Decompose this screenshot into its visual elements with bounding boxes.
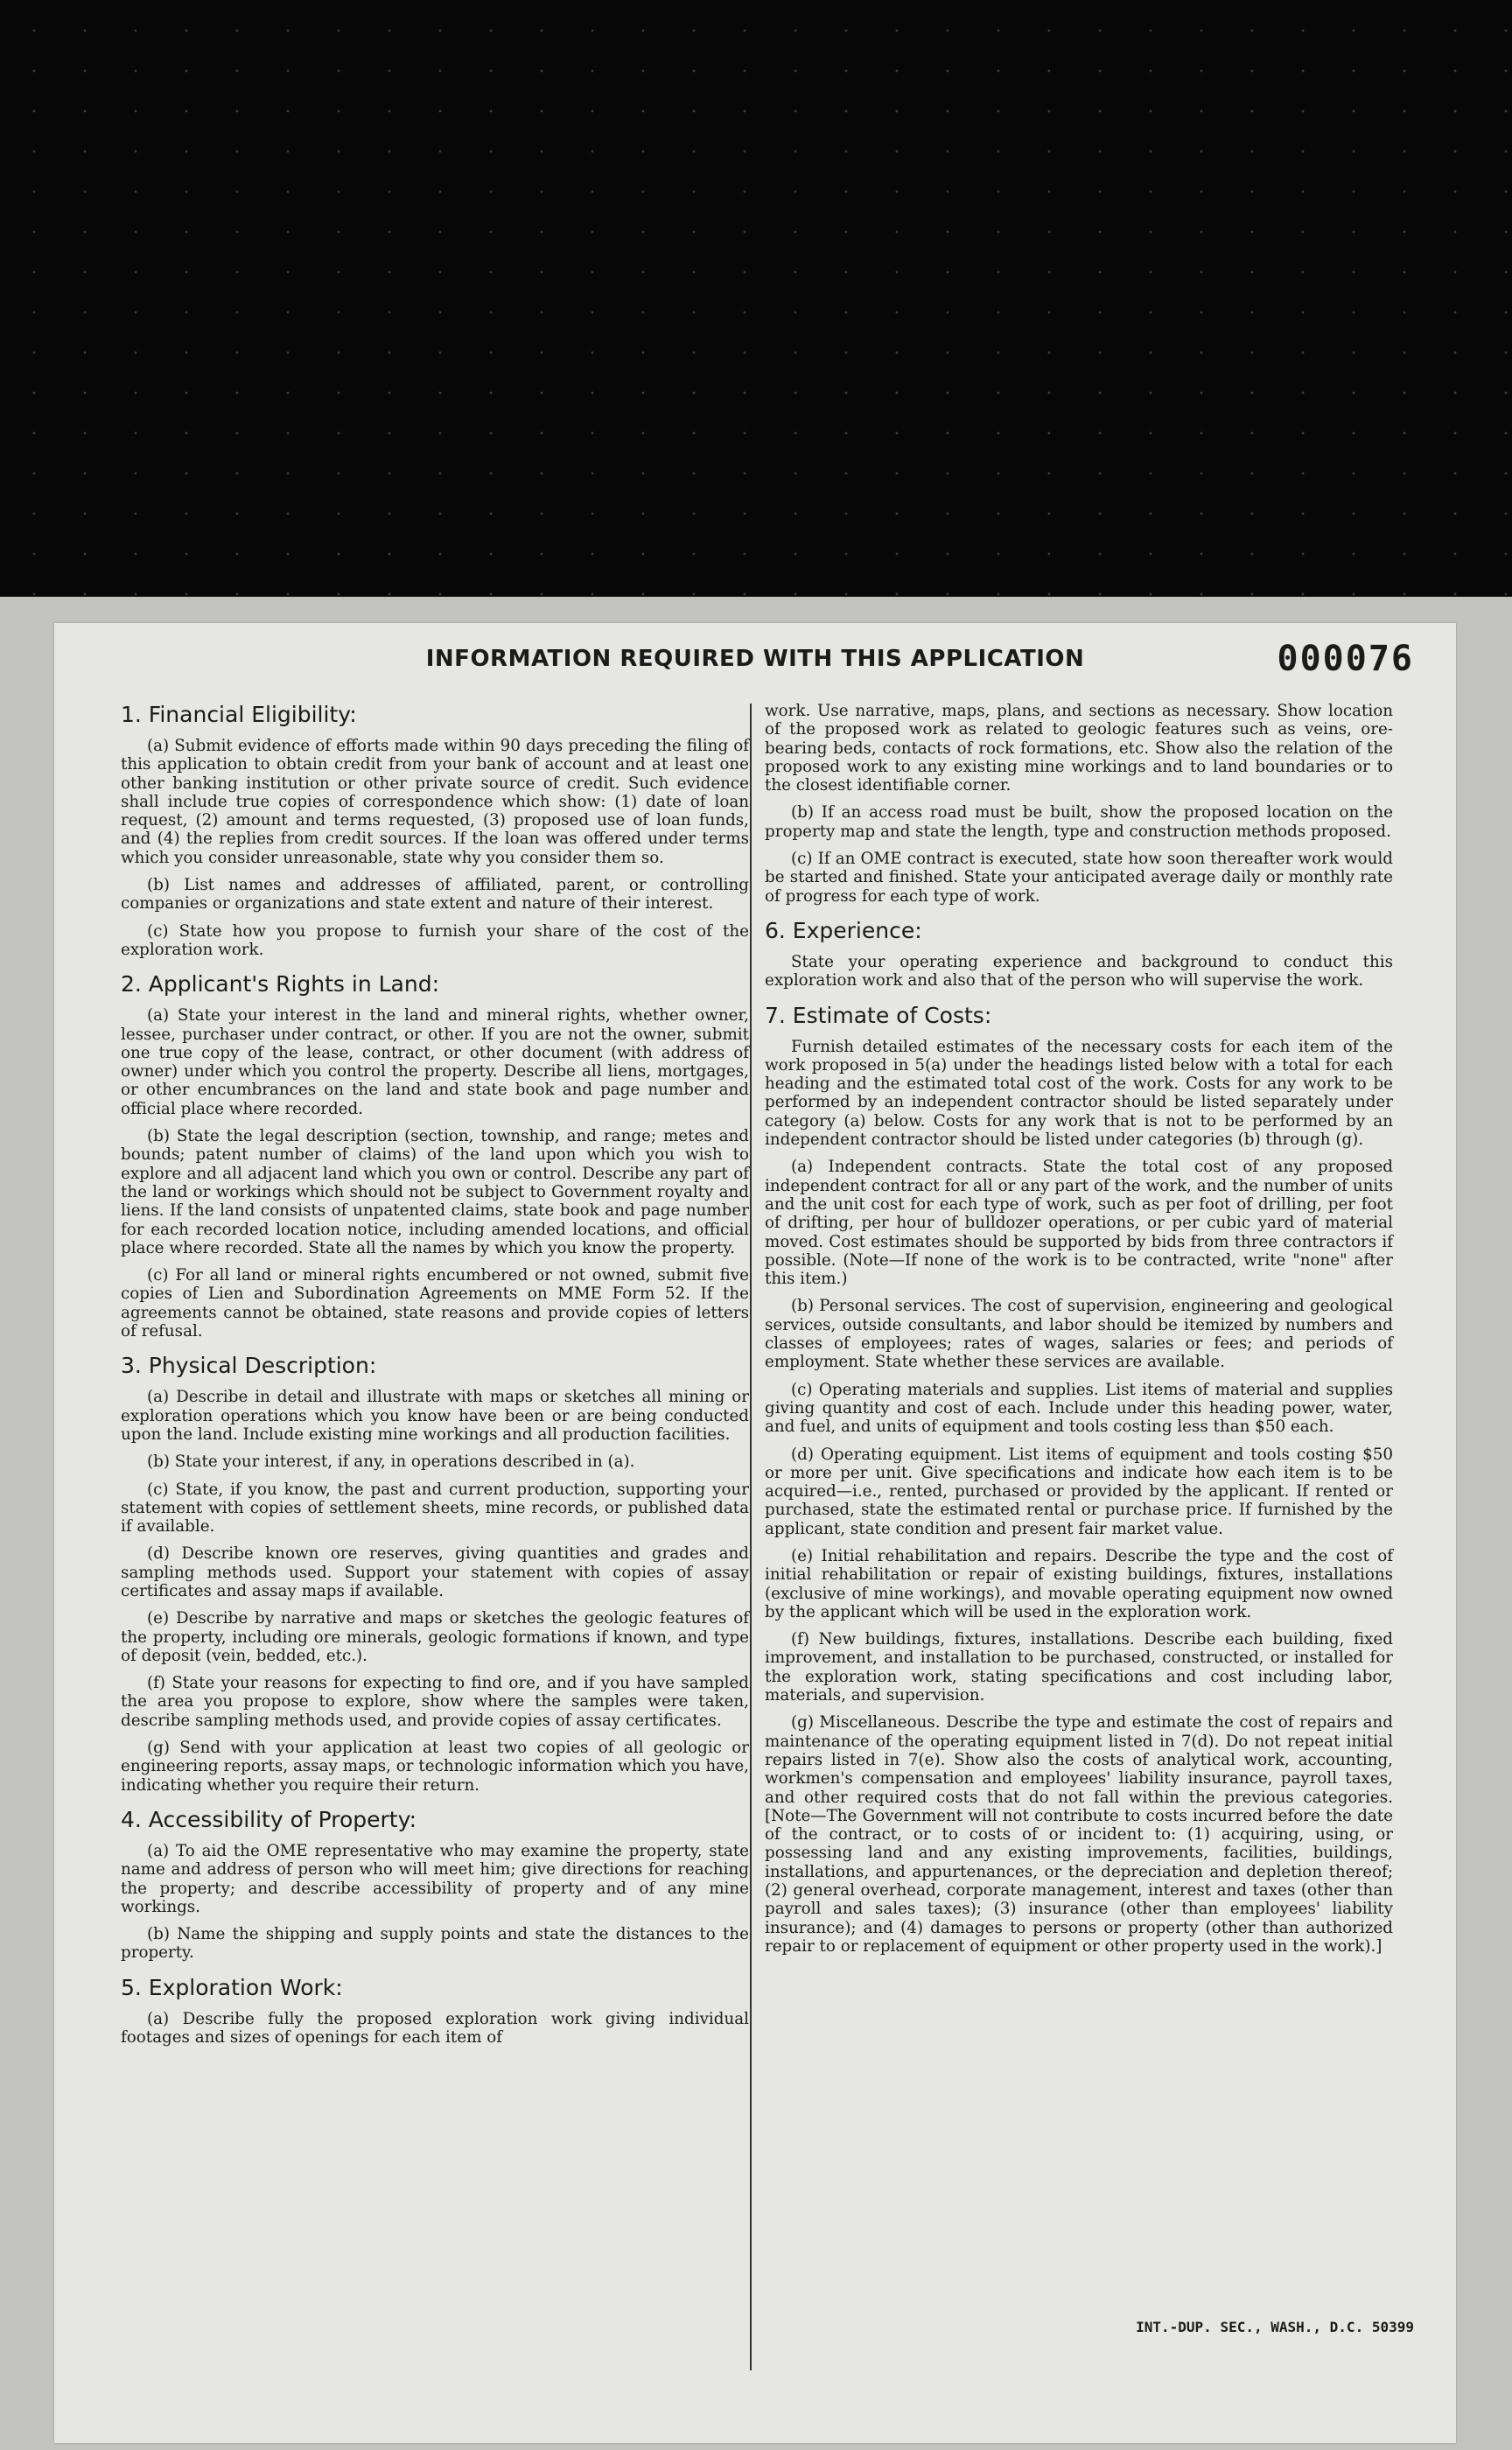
paragraph: (b) If an access road must be built, show the proposed location on the property map and state the length, type and construction methods proposed. — [765, 803, 1393, 841]
paragraph: (a) Independent contracts. State the total cost of any proposed independent contract for all or any part of the work, and the number of units and the unit cost for each type of work, such as per foot of drilling, per foot of drifting, per hour of bulldozer operations, or per cubic yard of material moved. Cost estimates should be supported by bids from three contractors if possible. (Note—If none of the work is to be contracted, write "none" after this item.) — [765, 1158, 1393, 1289]
section-heading: 5. Exploration Work: — [121, 1974, 343, 2000]
paragraph: (c) State, if you know, the past and current production, supporting your statement with copies of settlement sheets, mine records, or published data if available. — [121, 1480, 749, 1536]
paragraph: (b) State the legal description (section, township, and range; metes and bounds; patent number of claims) of the land upon which you wish to explore and all adjacent land which you own or control. Describe any part of the land or workings which should not be subject to Government royalty and liens. If the land consists of unpatented claims, state book and page number for each recorded location notice, including amended locations, and official place where recorded. State all the names by which you know the property. — [121, 1127, 749, 1257]
paragraph: (e) Describe by narrative and maps or sketches the geologic features of the property, including ore minerals, geologic formations if known, and type of deposit (vein, bedded, etc.). — [121, 1609, 749, 1665]
section-heading: 3. Physical Description: — [121, 1353, 377, 1379]
paragraph: (c) For all land or mineral rights encumbered or not owned, submit five copies of Lien and Subordination Agreements on MME Form 52. If the agreements cannot be obtained, state reasons and provide copies of letters of refusal. — [121, 1266, 749, 1341]
paragraph: (b) Name the shipping and supply points and state the distances to the property. — [121, 1925, 749, 1963]
section-heading: 4. Accessibility of Property: — [121, 1806, 417, 1832]
paragraph: work. Use narrative, maps, plans, and sections as necessary. Show location of the proposed work as related to geologic features such as veins, ore-bearing beds, contacts of rock formations, etc. Show also the relation of the proposed work to any existing mine workings and to land boundaries or to the closest identifiable corner. — [765, 702, 1393, 795]
section-heading: 7. Estimate of Costs: — [765, 1002, 992, 1028]
paragraph: State your operating experience and background to conduct this exploration work and also that of the person who will supervise the work. — [765, 952, 1393, 990]
document-number: 000076 — [1277, 639, 1414, 679]
column-divider — [750, 704, 752, 2370]
printer-imprint: INT.-DUP. SEC., WASH., D.C. 50399 — [1136, 2319, 1414, 2335]
paragraph: (g) Miscellaneous. Describe the type and estimate the cost of repairs and maintenance of the operating equipment listed in 7(d). Do not repeat initial repairs listed in 7(e). Show also the costs of analytical work, accounting, workmen's compensation and employees' liability insurance, payroll taxes, and other required costs that do not fall within the previous categories. [Note—The Government will not contribute to costs incurred before the date of the contract, or to costs of or incident to: (1) acquiring, using, or possessing land and any existing improvements, facilities, buildings, installations, and appurtenances, or the depreciation and depletion thereof; (2) general overhead, corporate management, interest and taxes (other than payroll and sales taxes); (3) insurance (other than employees' liability insurance); and (4) damages to persons or property (other than authorized repair to or replacement of equipment or other property used in the work).] — [765, 1713, 1393, 1956]
section-heading: 2. Applicant's Rights in Land: — [121, 971, 440, 998]
paragraph: (a) Submit evidence of efforts made within 90 days preceding the filing of this application to obtain credit from your bank of account and at least one other banking institution or other private source of credit. Such evidence shall include true copies of correspondence which show: (1) date of loan request, (2) amount and terms requested, (3) proposed use of loan funds, and (4) the replies from credit sources. If the loan was offered under terms which you consider unreasonable, state why you consider them so. — [121, 737, 749, 867]
paragraph: (b) State your interest, if any, in operations described in (a). — [147, 1452, 635, 1472]
paragraph: Furnish detailed estimates of the necessary costs for each item of the work proposed in 5(a) under the headings listed below with a total for each heading and the estimated total cost of the work. Costs for any work to be performed by an independent contractor should be listed separately under category (a) below. Costs for any work that is not to be performed by an independent contractor should be listed under categories (b) through (g). — [765, 1037, 1393, 1150]
paragraph: (b) Personal services. The cost of supervision, engineering and geological services, outside consultants, and labor should be itemized by numbers and classes of employees; rates of wages, salaries or fees; and periods of employment. State whether these services are available. — [765, 1297, 1393, 1372]
paragraph: (e) Initial rehabilitation and repairs. Describe the type and the cost of initial rehabilitation or repair of existing buildings, fixtures, installations (exclusive of mine workings), and movable operating equipment now owned by the applicant which will be used in the exploration work. — [765, 1546, 1393, 1621]
paragraph: (a) State your interest in the land and mineral rights, whether owner, lessee, purchaser under contract, or other. If you are not the owner, submit one true copy of the lease, contract, or other document (with address of owner) under which you control the property. Describe all liens, mortgages, or other encumbrances on the land and state book and page number and official place where recorded. — [121, 1006, 749, 1118]
paragraph: (c) If an OME contract is executed, state how soon thereafter work would be started and finished. State your anticipated average daily or monthly rate of progress for each type of work. — [765, 850, 1393, 906]
paragraph: (a) To aid the OME representative who may examine the property, state name and address of person who will meet him; give directions for reaching the property; and describe accessibility of property and of any mine workings. — [121, 1841, 749, 1916]
document-page — [54, 623, 1456, 2443]
paragraph: (c) State how you propose to furnish your share of the cost of the exploration work. — [121, 921, 749, 959]
right-column — [765, 702, 1393, 1964]
paragraph: (a) Describe in detail and illustrate with maps or sketches all mining or exploration operations which you know have been or are being conducted upon the land. Include existing mine workings and all production facilities. — [121, 1388, 749, 1444]
left-column — [121, 702, 749, 2055]
paragraph: (a) Describe fully the proposed exploration work giving individual footages and sizes of openings for each item of — [121, 2009, 749, 2048]
paragraph: (f) State your reasons for expecting to find ore, and if you have sampled the area you propose to explore, show where the samples were taken, describe sampling methods used, and provide copies of assay certificates. — [121, 1674, 749, 1730]
paragraph: (g) Send with your application at least two copies of all geologic or engineering reports, assay maps, or technologic information which you have, indicating whether you require their return. — [121, 1739, 749, 1795]
paragraph: (d) Operating equipment. List items of equipment and tools costing $50 or more per unit. Give specifications and indicate how each item is to be acquired—i.e., rented, purchased or provided by the applicant. If rented or purchased, state the estimated rental or purchase price. If furnished by the applicant, state condition and present fair market value. — [765, 1445, 1393, 1538]
scanner-background — [0, 0, 1512, 604]
page-title: INFORMATION REQUIRED WITH THIS APPLICATION — [425, 646, 1085, 672]
paragraph: (c) Operating materials and supplies. List items of material and supplies giving quantity and cost of each. Include under this heading power, water, and fuel, and units of equipment and tools costing less than $50 each. — [765, 1380, 1393, 1437]
paragraph: (d) Describe known ore reserves, giving quantities and grades and sampling methods used. Support your statement with copies of assay certificates and assay maps if available. — [121, 1544, 749, 1600]
section-heading: 1. Financial Eligibility: — [121, 702, 357, 727]
section-heading: 6. Experience: — [765, 917, 922, 943]
paragraph: (f) New buildings, fixtures, installations. Describe each building, fixed improvement, and installation to be purchased, constructed, or installed for the exploration work, stating specifications and cost including labor, materials, and supervision. — [765, 1630, 1393, 1705]
paragraph: (b) List names and addresses of affiliated, parent, or controlling companies or organizations and state extent and nature of their interest. — [121, 876, 749, 914]
